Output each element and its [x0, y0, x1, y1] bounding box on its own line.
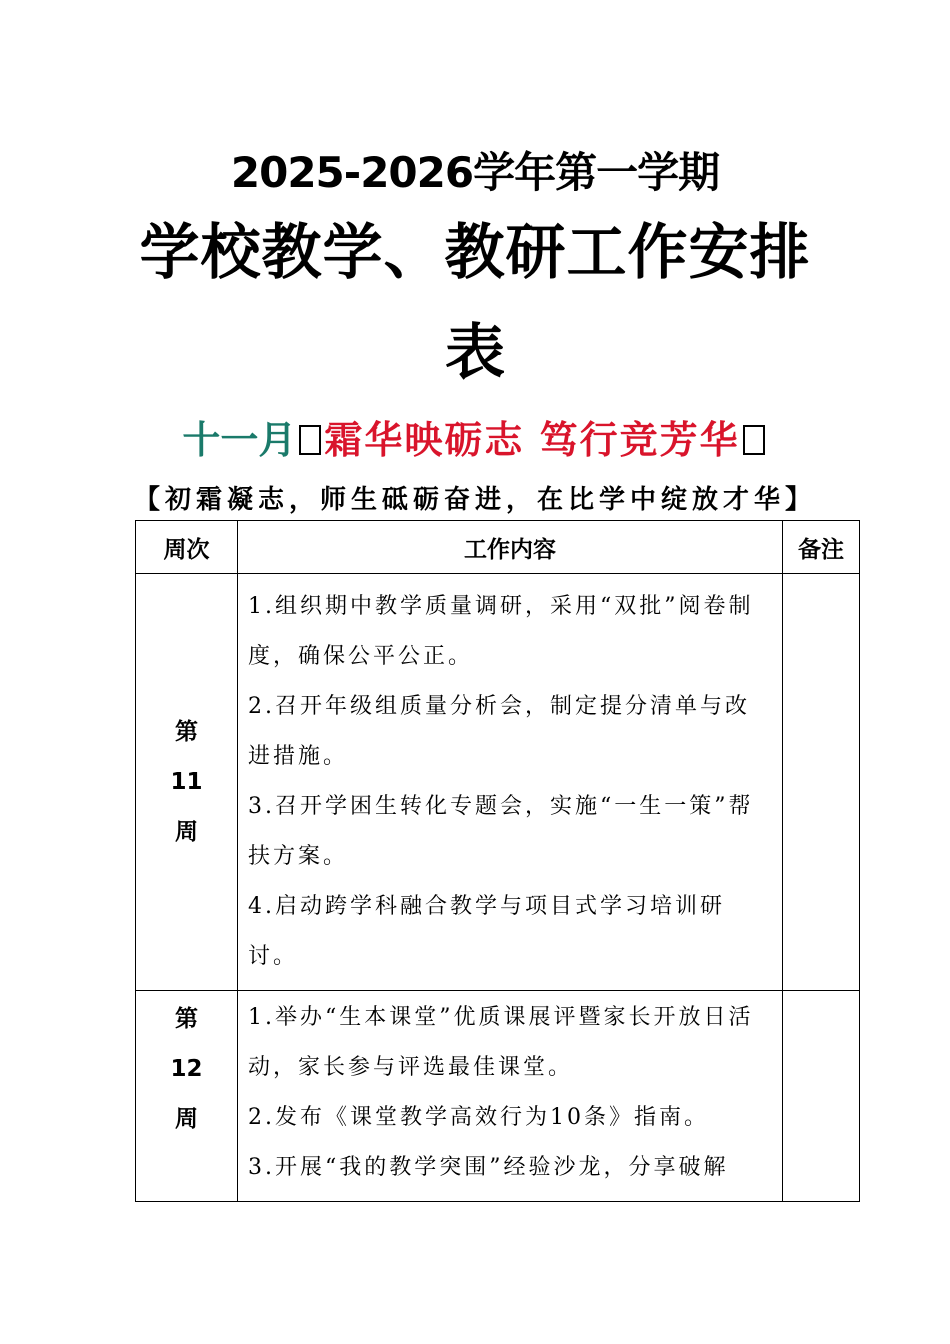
month-theme-line — [0, 414, 950, 466]
missing-glyph-box — [299, 425, 321, 455]
week-prefix: 第 — [175, 719, 198, 745]
week-suffix: 周 — [175, 1106, 198, 1132]
schedule-table — [135, 520, 860, 1202]
table-row — [136, 991, 860, 1202]
table-row — [136, 574, 860, 991]
table-header-row — [136, 521, 860, 574]
week-suffix: 周 — [175, 819, 198, 845]
title-main-cont: 表 — [445, 318, 505, 388]
week-number: 12 — [170, 1056, 203, 1082]
header-week: 周次 — [136, 521, 238, 574]
title-term: 2025-2026学年第一学期 — [230, 148, 720, 197]
month-subtitle: 【初霜凝志，师生砥砺奋进，在比学中绽放才华】 — [133, 485, 816, 515]
title-main: 学校教学、教研工作安排 — [139, 218, 811, 288]
week-number: 11 — [170, 769, 203, 795]
content-cell — [238, 991, 783, 1202]
month-label: 十一月 — [182, 418, 297, 462]
work-item: 1.举办“生本课堂”优质课展评暨家长开放日活动，家长参与评选最佳课堂。 — [248, 1005, 754, 1080]
week-prefix: 第 — [175, 1006, 198, 1032]
month-theme: 霜华映砺志 笃行竞芳华 — [324, 417, 740, 462]
work-item: 3.开展“我的教学突围”经验沙龙，分享破解 — [248, 1155, 729, 1180]
note-cell — [783, 991, 860, 1202]
work-item: 1.组织期中教学质量调研，采用“双批”阅卷制度，确保公平公正。 — [248, 594, 754, 669]
content-cell — [238, 574, 783, 991]
header-content: 工作内容 — [238, 521, 783, 574]
work-item: 2.召开年级组质量分析会，制定提分清单与改进措施。 — [248, 694, 750, 769]
missing-glyph-box — [743, 425, 765, 455]
work-item: 3.召开学困生转化专题会，实施“一生一策”帮扶方案。 — [248, 794, 754, 869]
week-cell — [136, 574, 238, 991]
note-cell — [783, 574, 860, 991]
work-item: 2.发布《课堂教学高效行为10条》指南。 — [248, 1105, 709, 1130]
header-note: 备注 — [783, 521, 860, 574]
week-cell — [136, 991, 238, 1202]
work-item: 4.启动跨学科融合教学与项目式学习培训研讨。 — [248, 894, 725, 969]
